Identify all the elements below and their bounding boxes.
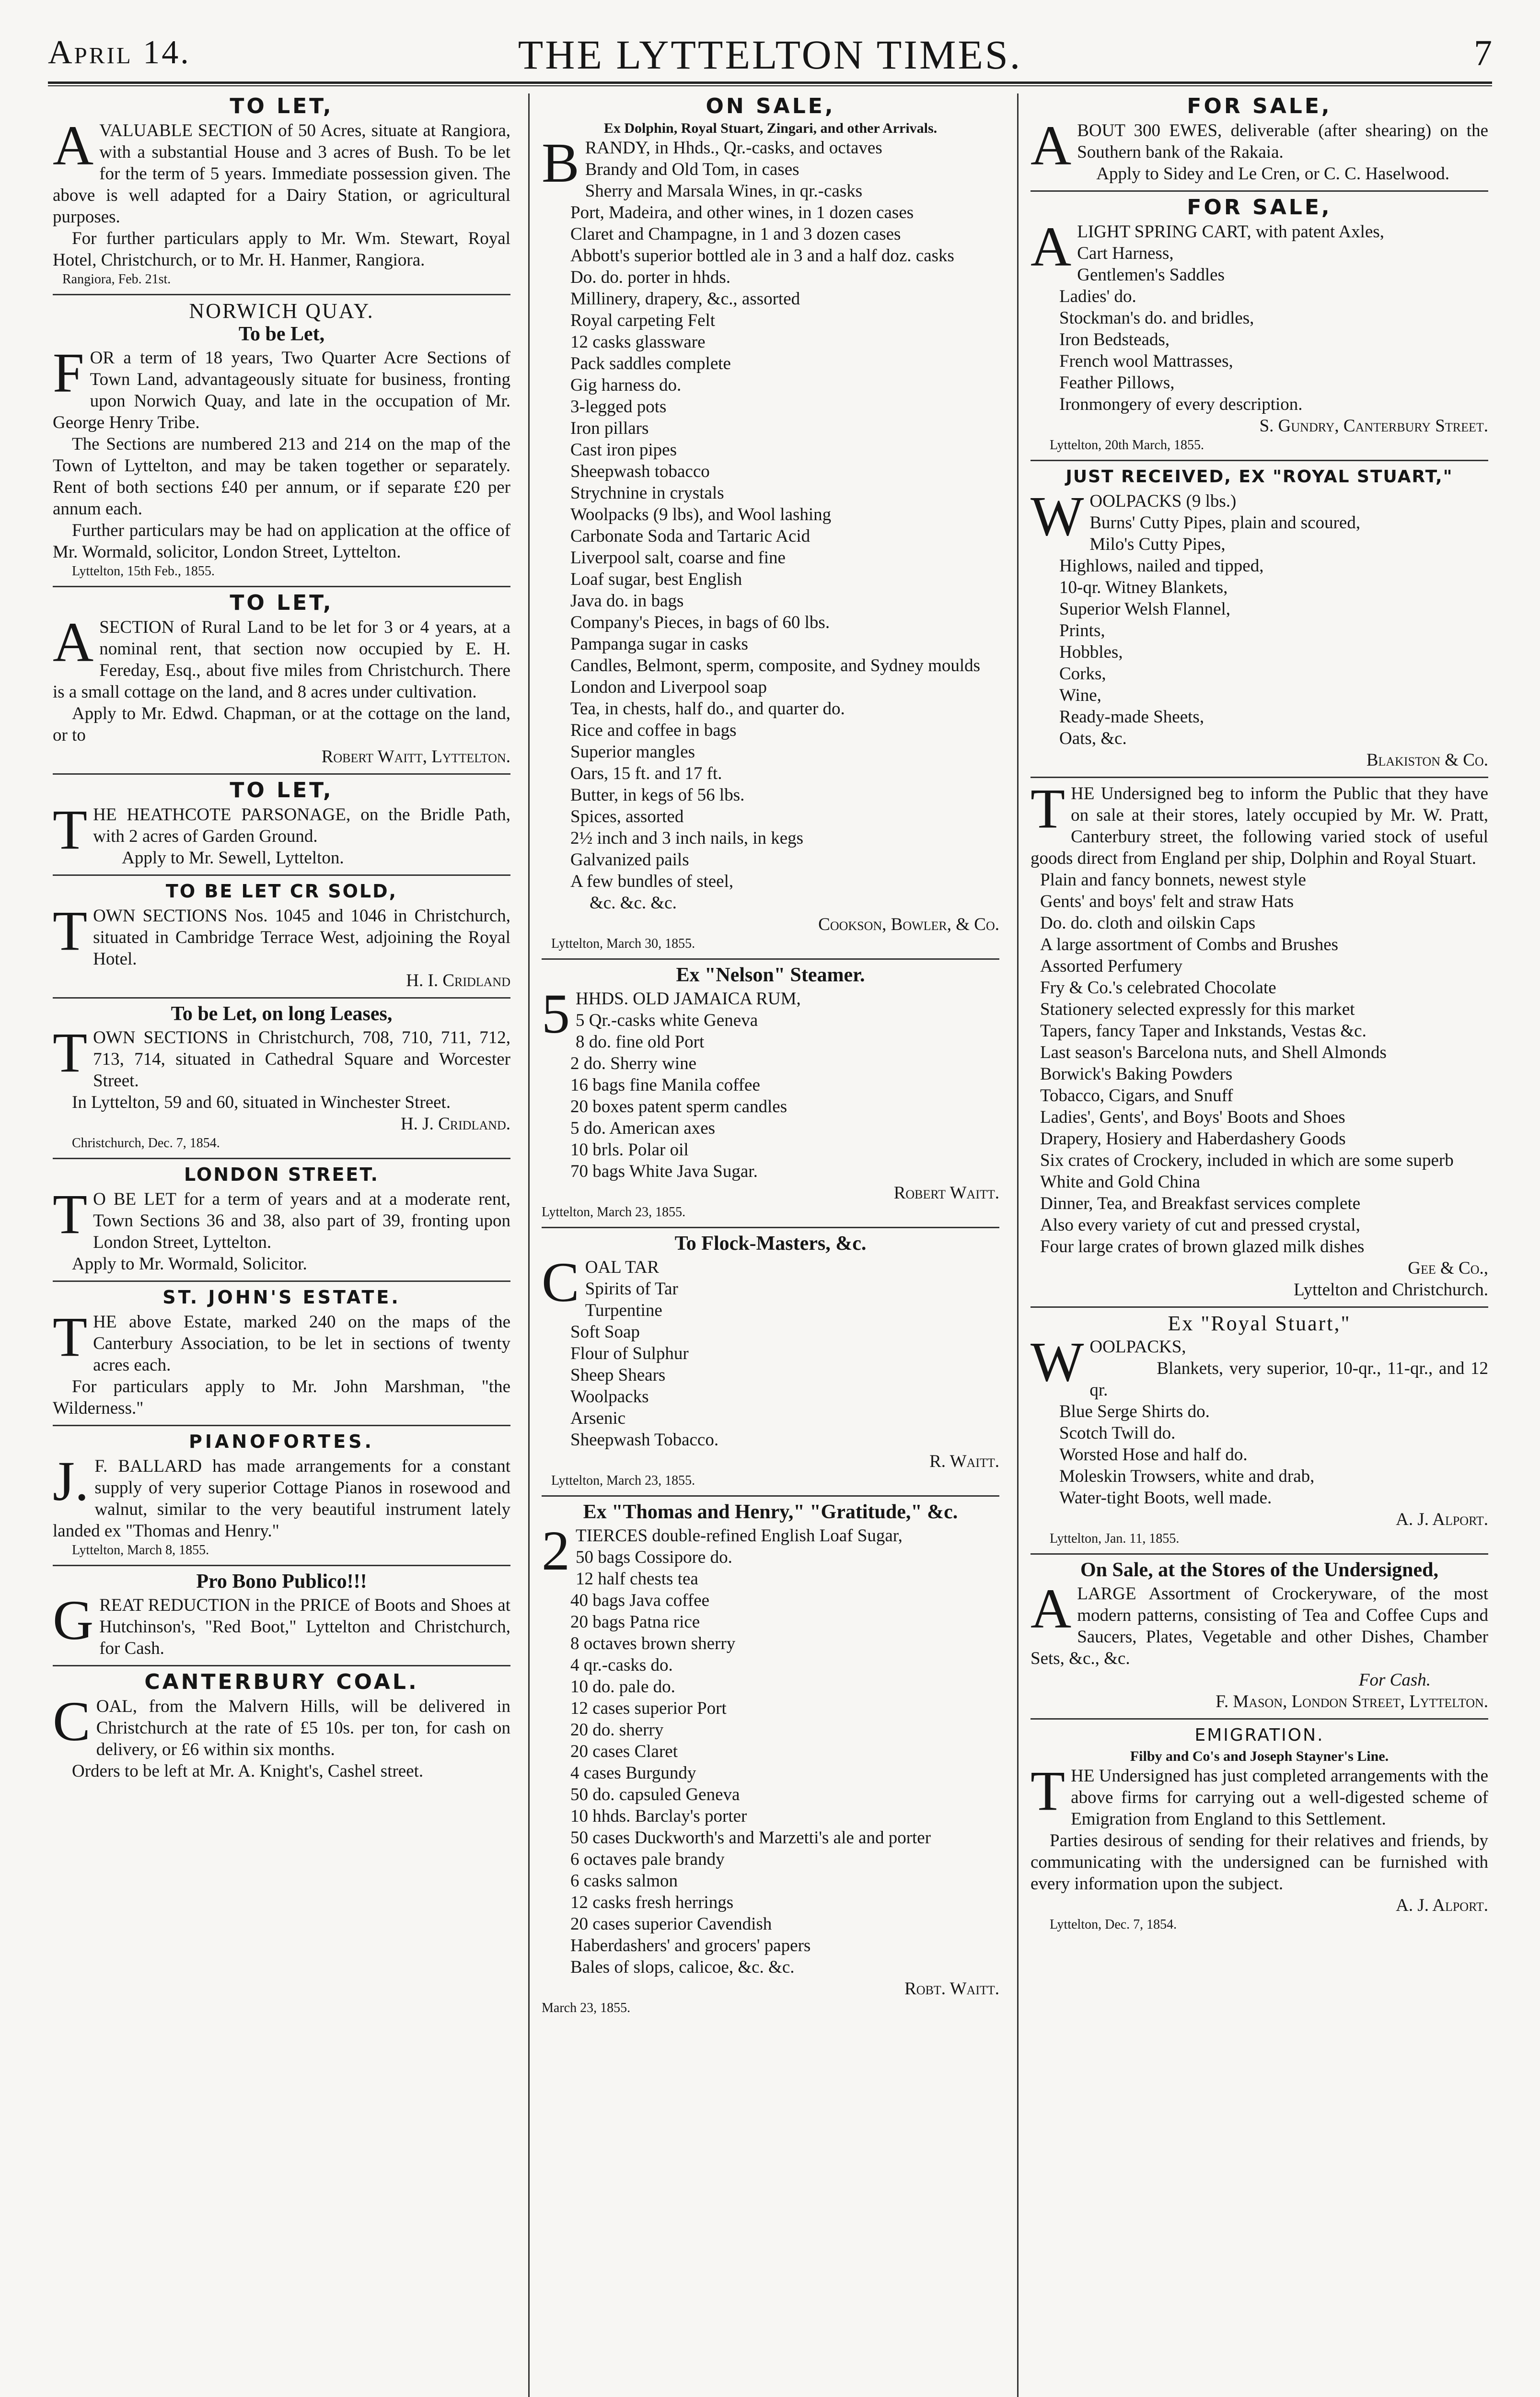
ad-body: Blankets, very superior, 10-qr., 11-qr., and 12 qr. xyxy=(1089,1359,1488,1400)
list-item: French wool Mattrasses, xyxy=(1059,351,1233,371)
list-item: 6 casks salmon xyxy=(570,1871,678,1891)
goods-list xyxy=(542,159,999,914)
list-item: Sherry and Marsala Wines, in qr.-casks xyxy=(585,181,863,201)
list-item: 20 boxes patent sperm candles xyxy=(570,1097,787,1117)
ad-to-let-rangiora xyxy=(53,95,510,288)
ad-body: For further particulars apply to Mr. Wm. Stewart, Royal Hotel, Christchurch, or to Mr. H. Hanmer, Rangiora. xyxy=(53,229,510,270)
list-item: Gentlemen's Saddles xyxy=(1077,265,1225,285)
ad-london-street xyxy=(53,1164,510,1275)
list-item: Arsenic xyxy=(570,1408,626,1428)
ad-body: Further particulars may be had on application at the office of Mr. Wormald, solicitor, London Street, Lyttelton. xyxy=(53,521,510,562)
column-2 xyxy=(542,93,999,2397)
list-item: Superior mangles xyxy=(570,742,695,762)
list-item: 2½ inch and 3 inch nails, in kegs xyxy=(570,828,804,848)
list-item: Wine, xyxy=(1059,686,1101,705)
ad-signature: Blakiston & Co. xyxy=(1366,750,1488,770)
list-item: Milo's Cutty Pipes, xyxy=(1089,535,1226,554)
list-item: Hobbles, xyxy=(1059,642,1123,662)
ad-signature: A. J. Alport. xyxy=(1396,1896,1488,1915)
list-item: Gents' and boys' felt and straw Hats xyxy=(1040,892,1294,911)
page-number: 7 xyxy=(1474,33,1492,73)
ad-body: TO BE LET for a term of years and at a moderate rent, Town Sections 36 and 38, also part of 39, fronting upon London Street, Lyttelton. xyxy=(53,1183,510,1252)
ad-body: THE HEATHCOTE PARSONAGE, on the Bridle Path, with 2 acres of Garden Ground. xyxy=(53,798,510,861)
ad-heading: TO LET, xyxy=(230,94,334,118)
ad-body: Apply to Mr. Wormald, Solicitor. xyxy=(72,1254,307,1274)
goods-list xyxy=(1031,1401,1488,1509)
list-item: &c. &c. &c. xyxy=(590,893,677,913)
ad-heading: NORWICH QUAY. xyxy=(189,299,374,323)
ad-heading: To be Let, on long Leases, xyxy=(171,1003,393,1025)
list-item: 50 bags Cossipore do. xyxy=(576,1548,732,1567)
ad-body: TOWN SECTIONS in Christchurch, 708, 710, 711, 712, 713, 714, situated in Cathedral Square and Worcester Street. xyxy=(53,1021,510,1091)
ad-body: THE above Estate, marked 240 on the maps of the Canterbury Association, to be let in sections of twenty acres each. xyxy=(53,1305,510,1375)
ad-signature: Robert Waitt. xyxy=(893,1183,999,1203)
ad-dateline: Lyttelton, March 8, 1855. xyxy=(72,1543,209,1558)
ad-body: GREAT REDUCTION in the PRICE of Boots and Shoes at Hutchinson's, "Red Boot," Lyttelton and Christchurch, for Cash. xyxy=(53,1589,510,1658)
issue-date: April 14. xyxy=(48,34,191,71)
goods-list xyxy=(1031,512,1488,749)
ad-lead: COAL TAR xyxy=(542,1251,660,1314)
list-item: 12 half chests tea xyxy=(576,1569,698,1589)
ad-heading: TO LET, xyxy=(230,778,334,803)
list-item: Flour of Sulphur xyxy=(570,1344,689,1363)
list-item: Sheep Shears xyxy=(570,1365,666,1385)
list-item: 10-qr. Witney Blankets, xyxy=(1059,578,1228,597)
ad-gee-and-co xyxy=(1031,777,1488,1301)
ad-nelson-steamer xyxy=(542,965,999,1221)
list-item: Sheepwash tobacco xyxy=(570,462,710,481)
list-item: Tobacco, Cigars, and Snuff xyxy=(1040,1086,1233,1105)
list-item: Gig harness do. xyxy=(570,375,682,395)
ad-heading: PIANOFORTES. xyxy=(188,1431,374,1452)
divider xyxy=(1031,1306,1488,1308)
divider xyxy=(53,874,510,876)
list-item: Iron Bedsteads, xyxy=(1059,330,1170,349)
goods-list xyxy=(1031,869,1488,1257)
list-item: Stationery selected expressly for this market xyxy=(1040,1000,1355,1019)
divider xyxy=(1031,190,1488,192)
divider xyxy=(53,586,510,587)
ad-signature: H. I. Cridland xyxy=(406,971,510,990)
ad-body: THE Undersigned has just completed arrangements with the above firms for carrying out a well-digested scheme of Emigration from England to this Settlement. xyxy=(1031,1759,1488,1829)
ad-heading: To Flock-Masters, &c. xyxy=(674,1233,867,1255)
ad-heathcote-parsonage xyxy=(53,780,510,869)
ad-heading: LONDON STREET. xyxy=(184,1164,379,1185)
divider xyxy=(542,1227,999,1228)
ad-dateline: Lyttelton, Jan. 11, 1855. xyxy=(1050,1531,1180,1546)
ad-body: Apply to Mr. Sewell, Lyttelton. xyxy=(122,848,344,868)
list-item: Bales of slops, calicoe, &c. &c. xyxy=(570,1957,795,1977)
list-item: Brandy and Old Tom, in cases xyxy=(585,160,799,179)
ad-dateline: Lyttelton, 20th March, 1855. xyxy=(1050,438,1204,453)
newspaper-title: THE LYTTELTON TIMES. xyxy=(518,32,1022,78)
ad-signature: Robt. Waitt. xyxy=(904,1979,999,1999)
list-item: 5 do. American axes xyxy=(570,1118,716,1138)
ad-body: FOR a term of 18 years, Two Quarter Acre Sections of Town Land, advantageously situate for business, fronting upon Norwich Quay, and late in the occupation of Mr. George Henry Tribe. xyxy=(53,341,510,432)
list-item: Woolpacks xyxy=(570,1387,649,1407)
list-item: Woolpacks (9 lbs), and Wool lashing xyxy=(570,505,832,524)
list-item: Butter, in kegs of 56 lbs. xyxy=(570,785,745,805)
ad-dateline: Lyttelton, 15th Feb., 1855. xyxy=(72,564,215,579)
list-item: Superior Welsh Flannel, xyxy=(1059,599,1231,619)
ad-body: TOWN SECTIONS Nos. 1045 and 1046 in Christchurch, situated in Cambridge Terrace West, adjoining the Royal Hotel. xyxy=(53,899,510,969)
ad-heading: FOR SALE, xyxy=(1187,195,1332,220)
ad-pianofortes xyxy=(53,1431,510,1559)
list-item: Pack saddles complete xyxy=(570,354,731,373)
ad-signature: A. J. Alport. xyxy=(1396,1510,1488,1529)
list-item: Last season's Barcelona nuts, and Shell Almonds xyxy=(1040,1043,1387,1062)
divider xyxy=(53,997,510,999)
list-item: 12 casks glassware xyxy=(570,332,706,352)
list-item: Strychnine in crystals xyxy=(570,483,724,503)
divider xyxy=(542,958,999,960)
list-item: Prints, xyxy=(1059,621,1105,640)
list-item: Six crates of Crockery, included in which are some superb White and Gold China xyxy=(1040,1151,1454,1192)
ad-dateline: March 23, 1855. xyxy=(542,2001,631,2015)
ad-thomas-and-henry xyxy=(542,1501,999,2017)
list-item: Millinery, drapery, &c., assorted xyxy=(570,289,800,309)
list-item: Moleskin Trowsers, white and drab, xyxy=(1059,1466,1315,1486)
list-item: Ladies' do. xyxy=(1059,287,1136,306)
ad-body: J.F. BALLARD has made arrangements for a constant supply of very superior Cottage Pianos in rosewood and walnut, similar to the very beautiful instrument lately landed ex "Thomas and Henry." xyxy=(53,1450,510,1541)
ad-dateline: Lyttelton, March 30, 1855. xyxy=(551,936,695,951)
ad-lead: WOOLPACKS (9 lbs.) xyxy=(1031,485,1237,547)
list-item: Carbonate Soda and Tartaric Acid xyxy=(570,526,811,546)
list-item: Galvanized pails xyxy=(570,850,689,870)
list-item: Scotch Twill do. xyxy=(1059,1423,1176,1443)
list-item: 40 bags Java coffee xyxy=(570,1591,710,1610)
list-item: 2 do. Sherry wine xyxy=(570,1054,697,1073)
ad-signature: Cookson, Bowler, & Co. xyxy=(818,915,999,934)
divider xyxy=(53,1280,510,1282)
list-item: Turpentine xyxy=(585,1301,662,1320)
list-item: Soft Soap xyxy=(570,1322,640,1342)
list-item: Ironmongery of every description. xyxy=(1059,395,1303,414)
ad-lead: 2TIERCES double-refined English Loaf Sugar, xyxy=(542,1519,903,1582)
divider xyxy=(53,1565,510,1566)
ad-st-johns-estate xyxy=(53,1287,510,1419)
list-item: Claret and Champagne, in 1 and 3 dozen cases xyxy=(570,224,901,244)
ad-heading: FOR SALE, xyxy=(1187,94,1332,118)
ad-subheading: Ex Dolphin, Royal Stuart, Zingari, and other Arrivals. xyxy=(603,120,938,136)
divider xyxy=(1031,1718,1488,1720)
list-item: 8 octaves brown sherry xyxy=(570,1634,736,1653)
list-item: A large assortment of Combs and Brushes xyxy=(1040,935,1339,954)
ad-dateline: Rangiora, Feb. 21st. xyxy=(62,272,171,287)
masthead-rule xyxy=(48,85,1492,86)
list-item: Ready-made Sheets, xyxy=(1059,707,1204,727)
divider xyxy=(53,1158,510,1159)
column-3 xyxy=(1031,93,1488,2397)
ad-lead: WOOLPACKS, xyxy=(1031,1330,1186,1393)
divider xyxy=(53,1425,510,1426)
ad-signature: Gee & Co., xyxy=(1408,1258,1488,1278)
list-item: Worsted Hose and half do. xyxy=(1059,1445,1248,1465)
list-item: Haberdashers' and grocers' papers xyxy=(570,1936,811,1955)
ad-body: The Sections are numbered 213 and 214 on the map of the Town of Lyttelton, and may be taken together or separately. Rent of both sections £40 per annum, or if separate £20 per annum each. xyxy=(53,434,510,519)
ad-norwich-quay xyxy=(53,300,510,580)
divider xyxy=(1031,777,1488,778)
list-item: Company's Pieces, in bags of 60 lbs. xyxy=(570,613,830,632)
list-item: 12 casks fresh herrings xyxy=(570,1893,734,1912)
ad-heading: Ex "Nelson" Steamer. xyxy=(676,964,865,986)
ad-flock-masters xyxy=(542,1233,999,1489)
ad-heading: ST. JOHN'S ESTATE. xyxy=(162,1287,401,1308)
list-item: 70 bags White Java Sugar. xyxy=(570,1162,758,1181)
goods-list xyxy=(1031,243,1488,415)
ad-signature: Lyttelton and Christchurch. xyxy=(1294,1280,1488,1300)
ad-lead: BRANDY, in Hhds., Qr.-casks, and octaves xyxy=(542,131,882,194)
ad-lead: ALIGHT SPRING CART, with patent Axles, xyxy=(1031,215,1385,278)
list-item: 20 cases superior Cavendish xyxy=(570,1914,772,1934)
ad-dateline: Lyttelton, March 23, 1855. xyxy=(542,1205,686,1220)
ad-just-received-royal-stuart xyxy=(1031,466,1488,771)
list-item: Drapery, Hosiery and Haberdashery Goods xyxy=(1040,1129,1346,1149)
list-item: 4 qr.-casks do. xyxy=(570,1655,673,1675)
ad-body: THE Undersigned beg to inform the Public that they have on sale at their stores, lately occupied by Mr. W. Pratt, Canterbury street, the following varied stock of useful goods direct from England per ship, Dolphin and Royal Stuart. xyxy=(1031,777,1488,868)
list-item: 12 cases superior Port xyxy=(570,1699,727,1718)
ad-long-leases xyxy=(53,1003,510,1152)
ad-body: ABOUT 300 EWES, deliverable (after shearing) on the Southern bank of the Rakaia. xyxy=(1031,114,1488,177)
list-item: Cast iron pipes xyxy=(570,440,677,460)
list-item: Abbott's superior bottled ale in 3 and a half doz. casks xyxy=(570,246,954,266)
ad-emigration xyxy=(1031,1724,1488,1933)
ad-signature: Robert Waitt, Lyttelton. xyxy=(321,747,510,767)
list-item: Highlows, nailed and tipped, xyxy=(1059,556,1264,576)
list-item: 50 cases Duckworth's and Marzetti's ale and porter xyxy=(570,1828,931,1848)
list-item: Four large crates of brown glazed milk dishes xyxy=(1040,1237,1365,1257)
list-item: Plain and fancy bonnets, newest style xyxy=(1040,870,1306,890)
list-item: Dinner, Tea, and Breakfast services complete xyxy=(1040,1194,1361,1213)
ad-heading: JUST RECEIVED, EX "ROYAL STUART," xyxy=(1065,467,1453,487)
masthead xyxy=(48,29,1492,84)
ad-dateline: Lyttelton, March 23, 1855. xyxy=(551,1473,695,1488)
ad-to-let-or-sold xyxy=(53,881,510,991)
column-1 xyxy=(53,93,510,2397)
list-item: Oats, &c. xyxy=(1059,729,1127,748)
divider xyxy=(1031,460,1488,461)
list-item: 16 bags fine Manila coffee xyxy=(570,1075,760,1095)
divider xyxy=(542,1495,999,1497)
list-item: Feather Pillows, xyxy=(1059,373,1175,393)
ad-body: Apply to Mr. Edwd. Chapman, or at the cottage on the land, or to xyxy=(53,704,510,745)
ad-heading: On Sale, at the Stores of the Undersigned, xyxy=(1080,1559,1439,1581)
ad-canterbury-coal xyxy=(53,1671,510,1782)
ad-signature: F. Mason, London Street, Lyttelton. xyxy=(1216,1692,1488,1711)
list-item: Spices, assorted xyxy=(570,807,684,826)
ad-dateline: Christchurch, Dec. 7, 1854. xyxy=(72,1136,220,1151)
ad-alport-woolpacks xyxy=(1031,1313,1488,1548)
ad-body: COAL, from the Malvern Hills, will be delivered in Christchurch at the rate of £5 10s. per ton, for cash on delivery, or £6 within six months. xyxy=(53,1690,510,1759)
list-item: 3-legged pots xyxy=(570,397,667,417)
goods-list xyxy=(542,1547,999,1978)
list-item: Ladies', Gents', and Boys' Boots and Shoes xyxy=(1040,1107,1345,1127)
ad-heading: ON SALE, xyxy=(706,94,835,118)
ad-body: Apply to Sidey and Le Cren, or C. C. Haselwood. xyxy=(1096,164,1450,184)
list-item: Rice and coffee in bags xyxy=(570,721,737,740)
divider xyxy=(53,1665,510,1666)
list-item: Sheepwash Tobacco. xyxy=(570,1430,719,1450)
ad-body: For particulars apply to Mr. John Marshman, "the Wilderness." xyxy=(53,1377,510,1418)
ad-heading: TO LET, xyxy=(230,591,334,615)
ad-signature: H. J. Cridland. xyxy=(400,1114,510,1134)
list-item: 20 cases Claret xyxy=(570,1742,678,1761)
ad-lead: 5HHDS. OLD JAMAICA RUM, xyxy=(542,982,801,1045)
list-item: Also every variety of cut and pressed crystal, xyxy=(1040,1215,1360,1235)
divider xyxy=(53,773,510,775)
goods-list xyxy=(542,1010,999,1182)
list-item: 6 octaves pale brandy xyxy=(570,1850,725,1869)
list-item: Burns' Cutty Pipes, plain and scoured, xyxy=(1089,513,1361,533)
list-item: Spirits of Tar xyxy=(585,1279,678,1299)
list-item: Tapers, fancy Taper and Inkstands, Vestas &c. xyxy=(1040,1021,1366,1041)
list-item: 10 do. pale do. xyxy=(570,1677,675,1697)
list-item: Do. do. porter in hhds. xyxy=(570,268,730,287)
ad-for-sale-spring-cart xyxy=(1031,197,1488,454)
list-item: 50 do. capsuled Geneva xyxy=(570,1785,740,1804)
ad-body: ALARGE Assortment of Crockeryware, of the most modern patterns, consisting of Tea and Coffee Cups and Saucers, Plates, Vegetable and other Dishes, Chamber Sets, &c., &c. xyxy=(1031,1577,1488,1668)
ad-for-sale-ewes xyxy=(1031,95,1488,185)
ad-heading: CANTERBURY COAL. xyxy=(144,1670,419,1694)
ad-body: In Lyttelton, 59 and 60, situated in Winchester Street. xyxy=(72,1093,451,1112)
list-item: 10 brls. Polar oil xyxy=(570,1140,689,1160)
goods-list xyxy=(542,1278,999,1451)
ad-signature: S. Gundry, Canterbury Street. xyxy=(1259,416,1488,436)
list-item: Fry & Co.'s celebrated Chocolate xyxy=(1040,978,1276,998)
list-item: Do. do. cloth and oilskin Caps xyxy=(1040,913,1256,933)
list-item: Borwick's Baking Powders xyxy=(1040,1064,1233,1084)
ad-crockeryware xyxy=(1031,1559,1488,1712)
list-item: 10 hhds. Barclay's porter xyxy=(570,1806,747,1826)
ad-heading: Ex "Royal Stuart," xyxy=(1168,1312,1351,1335)
list-item: 20 do. sherry xyxy=(570,1720,664,1740)
divider xyxy=(1031,1553,1488,1555)
ad-dateline: Lyttelton, Dec. 7, 1854. xyxy=(1050,1917,1177,1932)
ad-heading: TO BE LET CR SOLD, xyxy=(165,881,398,902)
list-item: London and Liverpool soap xyxy=(570,677,767,697)
list-item: Royal carpeting Felt xyxy=(570,311,716,330)
list-item: Iron pillars xyxy=(570,419,649,438)
list-item: Loaf sugar, best English xyxy=(570,570,742,589)
list-item: Corks, xyxy=(1059,664,1106,684)
list-item: A few bundles of steel, xyxy=(570,872,734,891)
ad-body: Parties desirous of sending for their relatives and friends, by communicating with the undersigned can be furnished with every information upon the subject. xyxy=(1031,1831,1488,1894)
list-item: Liverpool salt, coarse and fine xyxy=(570,548,786,568)
list-item: 20 bags Patna rice xyxy=(570,1612,700,1632)
list-item: Pampanga sugar in casks xyxy=(570,634,748,654)
list-item: 8 do. fine old Port xyxy=(576,1032,705,1052)
column-divider xyxy=(528,93,530,2397)
ad-signature: R. Waitt. xyxy=(929,1452,999,1471)
list-item: 5 Qr.-casks white Geneva xyxy=(576,1011,758,1030)
list-item: Oars, 15 ft. and 17 ft. xyxy=(570,764,722,783)
list-item: Port, Madeira, and other wines, in 1 dozen cases xyxy=(570,203,914,222)
ad-terms: For Cash. xyxy=(1358,1670,1431,1690)
divider xyxy=(53,294,510,295)
list-item: Cart Harness, xyxy=(1077,244,1174,263)
ad-body: ASECTION of Rural Land to be let for 3 or 4 years, at a nominal rent, that section now occupied by E. H. Fereday, Esq., about five miles from Christchurch. There is a small cottage on the land, and 8 acres under cultivation. xyxy=(53,611,510,702)
ad-pro-bono-publico xyxy=(53,1571,510,1659)
list-item: Blue Serge Shirts do. xyxy=(1059,1402,1210,1421)
column-divider xyxy=(1017,93,1019,2397)
ad-heading: Pro Bono Publico!!! xyxy=(196,1571,367,1593)
ad-subheading: Filby and Co's and Joseph Stayner's Line. xyxy=(1130,1748,1389,1764)
list-item: Water-tight Boots, well made. xyxy=(1059,1488,1272,1508)
ad-body: Orders to be left at Mr. A. Knight's, Cashel street. xyxy=(72,1761,424,1781)
list-item: Java do. in bags xyxy=(570,591,684,611)
list-item: Tea, in chests, half do., and quarter do. xyxy=(570,699,845,719)
list-item: 4 cases Burgundy xyxy=(570,1763,696,1783)
ad-subheading: To be Let, xyxy=(238,323,325,345)
ad-on-sale-cookson xyxy=(542,95,999,953)
list-item: Assorted Perfumery xyxy=(1040,956,1182,976)
ad-body: AVALUABLE SECTION of 50 Acres, situate at Rangiora, with a substantial House and 3 acres of Bush. To be let for the term of 5 years. Immediate possession given. The above is well adapted for a Dairy Station, or agricultural purposes. xyxy=(53,114,510,227)
list-item: Stockman's do. and bridles, xyxy=(1059,308,1254,328)
ad-heading: EMIGRATION. xyxy=(1194,1725,1324,1745)
ad-heading: Ex "Thomas and Henry," "Gratitude," &c. xyxy=(583,1501,958,1523)
list-item: Candles, Belmont, sperm, composite, and Sydney moulds xyxy=(570,656,981,675)
ad-to-let-rural xyxy=(53,592,510,768)
